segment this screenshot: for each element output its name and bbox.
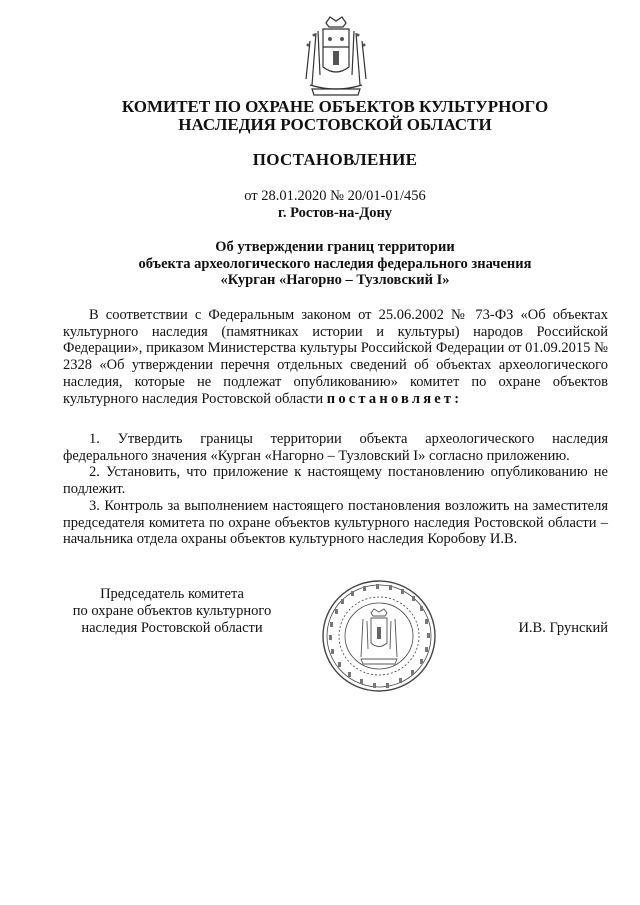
position-line-3: наследия Ростовской области [81, 620, 263, 636]
decree-item-2: 2. Установить, что приложение к настоящему постановлению опубликованию не подлежит. [63, 464, 608, 498]
signatory-position [57, 586, 287, 637]
document-city: г. Ростов-на-Дону [277, 205, 393, 221]
decree-items [63, 431, 608, 548]
document-date-number: от 28.01.2020 № 20/01-01/456 [244, 188, 426, 204]
position-line-2: по охране объектов культурного [72, 603, 272, 619]
position-line-1: Председатель комитета [100, 586, 244, 602]
coat-of-arms-icon [296, 15, 376, 99]
preamble-text: В соответствии с Федеральным законом от 25.06.2002 № 73-ФЗ «Об объектах культурного наследия (памятниках истории и культуры) народов Российской Федерации», приказом Министерства культуры Российской Федерации от 01.09.2015 № 2328 «Об утверждении перечня отдельных сведений об объектах археологического наследия, которые не подлежат опубликованию» комитет по охране объектов культурного наследия Ростовской области [63, 307, 608, 407]
document-type: ПОСТАНОВЛЕНИЕ [252, 150, 418, 169]
subject-line-1: Об утверждении границ территории [215, 239, 455, 255]
document-subject [40, 239, 630, 289]
subject-line-3: «Курган «Нагорно – Тузловский I» [220, 272, 450, 289]
preamble-paragraph [63, 307, 608, 407]
decree-item-3: 3. Контроль за выполнением настоящего постановления возложить на заместителя председателя комитета по охране объектов культурного наследия Ростовской области – начальника отдела охраны объектов культурного наследия Коробову И.В. [63, 497, 608, 548]
org-line-2: НАСЛЕДИЯ РОСТОВСКОЙ ОБЛАСТИ [178, 115, 492, 134]
official-seal-icon [321, 579, 437, 693]
decree-item-1: 1. Утвердить границы территории объекта археологического наследия федерального значения «Курган «Нагорно – Тузловский I» согласно приложению. [63, 431, 608, 464]
org-line-1: КОМИТЕТ ПО ОХРАНЕ ОБЪЕКТОВ КУЛЬТУРНОГО [121, 97, 549, 116]
decree-word: постановляет: [326, 390, 463, 407]
signatory-name: И.В. Грунский [518, 620, 608, 636]
organization-name [40, 98, 630, 134]
subject-line-2: объекта археологического наследия федерального значения [138, 255, 532, 272]
